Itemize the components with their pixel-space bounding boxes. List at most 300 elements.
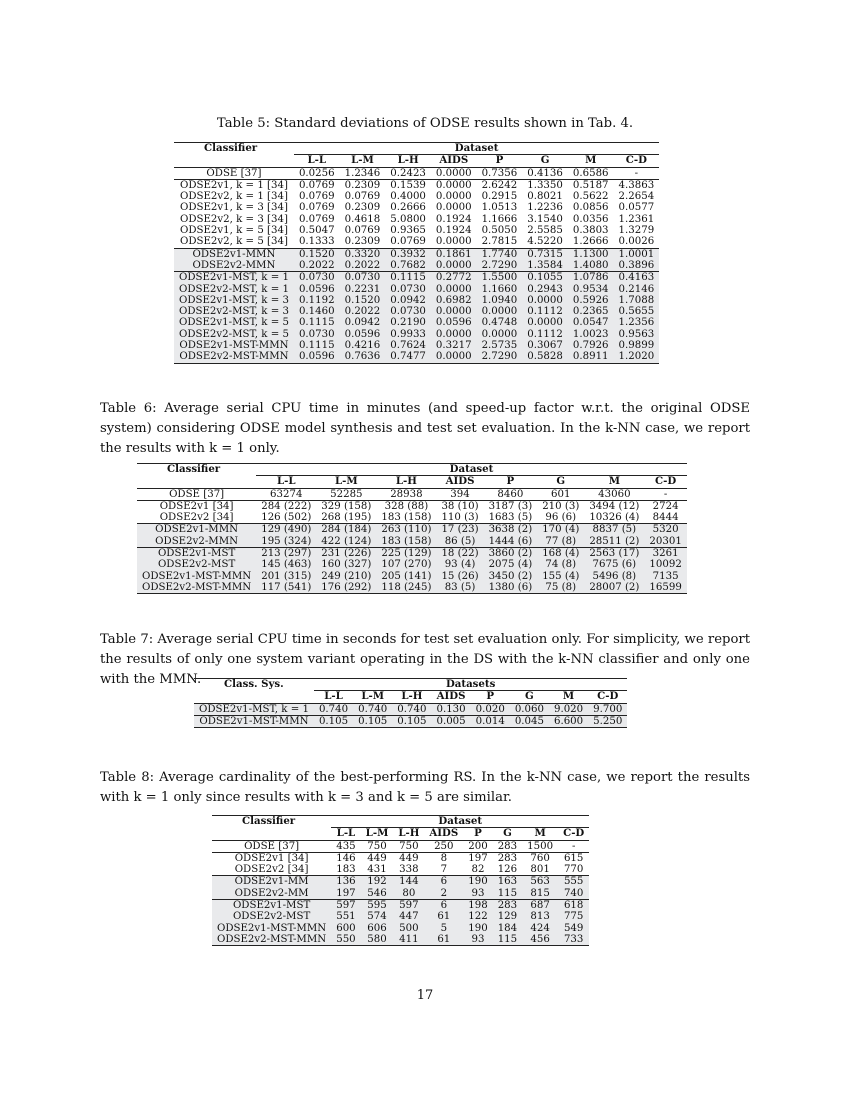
table6-cell: 28511 (2)	[584, 536, 644, 548]
table8-cell: 6	[424, 876, 463, 888]
table5-cell: 0.0000	[431, 167, 477, 179]
table8-cell: 580	[361, 934, 394, 946]
table5-cell: 1.2356	[614, 317, 660, 328]
table6-cell: 3261	[644, 548, 686, 560]
table8-cell: 283	[493, 852, 522, 864]
table5-cell: 0.5926	[568, 295, 614, 306]
table8-row-label: ODSE2v1-MM	[212, 876, 331, 888]
table5-cell: 1.7740	[477, 248, 523, 260]
table5-cell: 0.0730	[385, 284, 431, 295]
table8-row-label: ODSE2v2 [34]	[234, 864, 309, 876]
table5-cell: 2.5585	[527, 225, 563, 237]
table6-cell: 231 (226)	[316, 548, 376, 560]
table5-cell: 0.0730	[340, 272, 386, 284]
table8-column-header: C-D	[563, 827, 585, 840]
table5-cell: 0.9563	[614, 329, 660, 340]
table6-cell: 1683 (5)	[488, 512, 533, 524]
table6-cell: 8837 (5)	[584, 524, 644, 536]
table5-cell: 0.7477	[385, 351, 431, 363]
table6-cell: 329 (158)	[316, 500, 376, 512]
table5-row-label: ODSE2v1-MST-MMN	[174, 340, 294, 351]
table5-caption: Table 5: Standard deviations of ODSE results shown in Tab. 4.	[216, 116, 634, 131]
table7-column-header: AIDS	[436, 690, 466, 703]
table5-cell: 0.5050	[481, 225, 518, 237]
table6-row	[137, 524, 687, 536]
table5-row-label: ODSE2v2, k = 3 [34]	[180, 213, 288, 225]
table6-row-label: ODSE2v1-MMN	[137, 524, 256, 536]
table5-cell: 1.1300	[568, 248, 614, 260]
table5-cell: 2.2654	[618, 191, 655, 203]
table5-row	[174, 202, 659, 213]
table6-column-header: L-L	[276, 475, 296, 488]
table5-cell: 0.0596	[431, 317, 477, 328]
table6-column-header: C-D	[655, 475, 677, 488]
table8-column-header: P	[474, 827, 482, 840]
table8-cell: 563	[522, 876, 558, 888]
table5-cell: 0.0000	[522, 295, 568, 306]
table5-cell: 0.6586	[568, 167, 614, 179]
table7-column-header: L-M	[361, 690, 385, 703]
table5-row	[174, 317, 659, 328]
table6-cell: 225 (129)	[376, 548, 436, 560]
table5-cell: 0.2190	[385, 317, 431, 328]
table5-cell: 1.3350	[522, 179, 568, 191]
table5-classifier-header: Classifier	[174, 143, 294, 155]
table5-cell: 0.7624	[385, 340, 431, 351]
table6-cell: 213 (297)	[256, 548, 316, 560]
table6-cell: 126 (502)	[261, 512, 312, 524]
table8-column-header: L-H	[398, 827, 420, 840]
table5-cell: 0.2022	[340, 306, 386, 317]
table8-cell: 192	[361, 876, 394, 888]
table6-cell: 2075 (4)	[484, 559, 538, 570]
table7	[194, 678, 627, 728]
table7-cell: 0.020	[471, 703, 510, 715]
table8-cell: 61	[424, 934, 463, 946]
table5-cell: 0.0000	[431, 306, 477, 317]
table6-cell: 15 (26)	[436, 571, 483, 582]
table6-cell: 263 (110)	[376, 524, 436, 536]
table5-cell: 0.2022	[340, 260, 386, 272]
table5-column-header: L-M	[351, 154, 374, 167]
table5-cell: 0.0730	[385, 306, 431, 317]
table6-row-label: ODSE2v1-MST-MMN	[137, 571, 256, 582]
table5-row	[174, 248, 659, 260]
table5-cell: 0.0942	[340, 317, 386, 328]
table8-cell: 200	[463, 840, 492, 852]
table8-cell: 600	[331, 923, 360, 934]
table5-cell: 0.2423	[385, 167, 431, 179]
table5-cell: 2.6242	[477, 179, 523, 191]
table5-cell: 0.4136	[522, 167, 568, 179]
table8-column-header: AIDS	[429, 827, 459, 840]
table7-cell: 0.005	[431, 715, 470, 727]
table5-cell: 0.0547	[568, 317, 614, 328]
table8-column-header: L-L	[336, 827, 356, 840]
table5-row	[174, 260, 659, 272]
table8-cell: 546	[361, 888, 394, 900]
table5-cell: 0.4216	[340, 340, 386, 351]
table6-row	[137, 536, 687, 548]
table8-cell: 740	[558, 888, 589, 900]
table5-cell: 0.7926	[568, 340, 614, 351]
table6-cell: 17 (23)	[436, 524, 483, 536]
table6-cell: 16599	[644, 582, 686, 594]
table8-cell: 424	[522, 923, 558, 934]
table5-row	[174, 191, 659, 202]
table7-classifier-header: Class. Sys.	[194, 679, 314, 691]
table8-cell: 8	[424, 852, 463, 864]
table6-row-label: ODSE2v2-MMN	[137, 536, 256, 548]
table8-blank-cell	[212, 828, 331, 840]
table8-cell: 760	[522, 852, 558, 864]
table5-cell: 3.1540	[527, 213, 563, 225]
table5-cell: 0.0769	[298, 213, 335, 225]
table8-cell: 555	[558, 876, 589, 888]
table5-column-header: L-H	[397, 154, 419, 167]
table5-cell: 0.2022	[294, 260, 340, 272]
table6-cell: 201 (315)	[256, 571, 316, 582]
table6-cell: 28938	[376, 488, 436, 500]
table5-row-label: ODSE2v1, k = 1 [34]	[174, 179, 294, 191]
table6-cell: 83 (5)	[436, 582, 483, 594]
table6-row	[137, 571, 687, 582]
table5-row	[174, 351, 659, 363]
table6-cell: 86 (5)	[436, 536, 483, 548]
table8-cell: 618	[558, 900, 589, 912]
table5-row	[174, 236, 659, 248]
table5-cell: 2.7290	[477, 351, 523, 363]
table6-cell: 183 (158)	[376, 536, 436, 548]
table5-row-label: ODSE2v2, k = 5 [34]	[180, 236, 288, 248]
table5-row-label: ODSE2v1, k = 3 [34]	[180, 202, 288, 214]
table7-cell: 5.250	[588, 715, 627, 727]
table5-cell: 0.9933	[385, 329, 431, 340]
table5-column-header: AIDS	[439, 154, 469, 167]
table8-cell: 146	[331, 852, 360, 864]
table6-cell: 3860 (2)	[484, 548, 538, 560]
table5-row	[174, 225, 659, 236]
table5-cell: 0.0000	[431, 329, 477, 340]
table8-cell: 126	[497, 864, 518, 876]
table6-cell: 117 (541)	[256, 582, 316, 594]
table5-cell: 0.7315	[522, 248, 568, 260]
table7-cell: 0.740	[353, 703, 392, 715]
table6-row	[137, 488, 687, 500]
table6-cell: 170 (4)	[537, 524, 584, 536]
table8-row	[212, 852, 589, 864]
table8-cell: 815	[522, 888, 558, 900]
table6-cell: 7135	[644, 571, 686, 582]
table6-cell: 107 (270)	[376, 559, 436, 570]
table8-cell: 750	[361, 840, 394, 852]
table6-cell: 2724	[644, 500, 686, 512]
table6-cell: 10326 (4)	[589, 512, 640, 524]
table5-column-header: M	[585, 154, 597, 167]
table5-cell: 0.4748	[477, 317, 523, 328]
table5-cell: 0.9899	[614, 340, 660, 351]
table6-cell: 268 (195)	[321, 512, 372, 524]
table8-cell: 687	[522, 900, 558, 912]
table8-cell: 813	[522, 911, 558, 922]
table8-row-label: ODSE2v2-MST	[212, 911, 331, 922]
table8	[212, 815, 589, 946]
table5-cell: 0.0256	[294, 167, 340, 179]
table5-cell: 0.7636	[340, 351, 386, 363]
table8-cell: 595	[361, 900, 394, 912]
table6-cell: 8460	[484, 488, 538, 500]
table6-column-header: M	[608, 475, 620, 488]
table8-cell: 115	[493, 888, 522, 900]
table6-cell: 96 (6)	[545, 512, 577, 524]
table5-cell: 0.2231	[340, 284, 386, 295]
table5-cell: 0.1539	[385, 179, 431, 191]
table8-row-label: ODSE2v2-MM	[212, 888, 331, 900]
table5-cell: 0.0769	[390, 236, 426, 248]
table5-cell: 2.5735	[477, 340, 523, 351]
table6-cell: 3638 (2)	[484, 524, 538, 536]
table6-cell: 394	[436, 488, 483, 500]
table5-cell: 0.1192	[294, 295, 340, 306]
table5-row	[174, 214, 659, 225]
table5-cell: 0.1333	[298, 236, 335, 248]
table6-row-label: ODSE2v1 [34]	[137, 500, 256, 512]
table6-cell: 75 (8)	[537, 582, 584, 594]
table5-cell: 1.2236	[527, 202, 563, 214]
table6-cell: 183 (158)	[381, 512, 432, 524]
table6-cell: 328 (88)	[376, 500, 436, 512]
table8-cell: 574	[361, 911, 394, 922]
table5-cell: 0.0577	[618, 202, 655, 214]
table5-cell: -	[614, 167, 660, 179]
table5-cell: 1.3279	[618, 225, 655, 237]
table5-column-header: C-D	[625, 154, 647, 167]
table8-row-label: ODSE2v1 [34]	[212, 852, 331, 864]
table5-cell: 0.3932	[385, 248, 431, 260]
table8-cell: 80	[393, 888, 424, 900]
table8-cell: 801	[530, 864, 550, 876]
table5-row-label: ODSE2v1, k = 5 [34]	[180, 225, 288, 237]
table5-row-label: ODSE2v1-MST, k = 5	[174, 317, 294, 328]
table5-column-header: L-L	[307, 154, 327, 167]
table8-cell: 449	[361, 852, 394, 864]
table5-cell: 0.7682	[385, 260, 431, 272]
table8-cell: 136	[331, 876, 360, 888]
table5-cell: 4.3863	[614, 179, 660, 191]
table5-row-label: ODSE2v2-MST, k = 5	[174, 329, 294, 340]
table6-cell: 5496 (8)	[584, 571, 644, 582]
table6-cell: 63274	[256, 488, 316, 500]
table5-row-label: ODSE2v1-MST, k = 1	[174, 272, 294, 284]
table5-dataset-header: Dataset	[294, 143, 659, 155]
table5-row-label: ODSE2v2, k = 1 [34]	[180, 191, 288, 203]
table6-cell: 2563 (17)	[584, 548, 644, 560]
table7-column-header: L-L	[324, 690, 343, 703]
table5-cell: 0.2915	[481, 191, 518, 203]
table5-cell: 0.0596	[294, 284, 340, 295]
table7-column-header: M	[562, 690, 575, 703]
table5-cell: 0.1924	[435, 225, 472, 237]
table5-cell: 1.1660	[477, 284, 523, 295]
table7-cell: 6.600	[549, 715, 588, 727]
table5-cell: 0.0026	[618, 236, 655, 248]
table5-cell: 0.0000	[522, 317, 568, 328]
table8-classifier-header: Classifier	[212, 816, 331, 828]
table6-cell: 1380 (6)	[484, 582, 538, 594]
table6-column-header: L-M	[335, 475, 358, 488]
table5-cell: 0.0000	[477, 329, 523, 340]
table6-cell: 168 (4)	[537, 548, 584, 560]
table6-cell: 3494 (12)	[584, 500, 644, 512]
table5-cell: 0.0769	[344, 225, 381, 237]
table7-cell: 0.060	[510, 703, 549, 715]
table6-cell: 77 (8)	[537, 536, 584, 548]
table5-cell: 1.1666	[481, 213, 518, 225]
table8-cell: 61	[424, 911, 463, 922]
table6-column-header: L-H	[395, 475, 417, 488]
table6-cell: 129 (490)	[256, 524, 316, 536]
table8-cell: 615	[558, 852, 589, 864]
table8-cell: 198	[463, 900, 492, 912]
table7-caption: Table 7: Average serial CPU time in seconds for test set evaluation only. For simplicity, we report the results of only one system variant operating in the DS with the k-NN classifier and only one with the MMN.	[100, 632, 750, 687]
table5-cell: 0.1115	[385, 272, 431, 284]
page-number: 17	[416, 988, 434, 1003]
table5-cell: 0.0000	[431, 284, 477, 295]
table5-row	[174, 284, 659, 295]
table7-row-label: ODSE2v1-MST-MMN	[194, 715, 314, 727]
table8-row-label: ODSE2v2-MST-MMN	[212, 934, 331, 946]
table5-cell: 2.7290	[477, 260, 523, 272]
table8-cell: 190	[463, 876, 492, 888]
table5-cell: 0.1924	[435, 213, 472, 225]
table5-cell: 0.0000	[435, 236, 472, 248]
table7-row	[194, 703, 627, 715]
table5-cell: 0.0000	[477, 306, 523, 317]
table5-cell: 0.0769	[298, 202, 335, 214]
table5-column-header: G	[540, 154, 550, 167]
table5-cell: 0.6982	[431, 295, 477, 306]
table6-cell: 118 (245)	[376, 582, 436, 594]
table5-cell: 0.1115	[294, 340, 340, 351]
table6-cell: 1444 (6)	[484, 536, 538, 548]
table8-caption: Table 8: Average cardinality of the best-performing RS. In the k-NN case, we report the results with k = 1 only since results with k = 3 and k = 5 are similar.	[100, 770, 750, 805]
table5-cell: 0.8021	[527, 191, 563, 203]
table5	[174, 142, 659, 364]
table8-cell: 197	[463, 852, 492, 864]
table8-row	[212, 876, 589, 888]
table5-cell: 0.0730	[294, 272, 340, 284]
table5-row-label: ODSE2v2-MMN	[174, 260, 294, 272]
table7-blank-cell	[194, 691, 314, 703]
table5-row-label: ODSE2v1-MMN	[174, 248, 294, 260]
table6-cell: 5320	[644, 524, 686, 536]
table8-column-header: L-M	[365, 827, 389, 840]
table6-blank-cell	[137, 476, 256, 488]
table7-cell: 0.130	[431, 703, 470, 715]
table6-row-label: ODSE2v2-MST	[137, 559, 256, 570]
table6-cell: 249 (210)	[316, 571, 376, 582]
table5-cell: 0.9365	[390, 225, 426, 237]
table5-cell: 1.7088	[614, 295, 660, 306]
table6-cell: 110 (3)	[441, 512, 479, 524]
table8-cell: 456	[522, 934, 558, 946]
table8-cell: 144	[393, 876, 424, 888]
table5-cell: 1.2361	[618, 213, 655, 225]
table8-row	[212, 888, 589, 900]
table6-cell: 601	[537, 488, 584, 500]
table5-cell: 0.0769	[298, 191, 335, 203]
table5-cell: 0.2666	[390, 202, 426, 214]
table5-cell: 0.2309	[344, 202, 381, 214]
table5-cell: 0.0856	[572, 202, 609, 214]
table7-cell: 0.105	[353, 715, 392, 727]
table8-cell: 500	[393, 923, 424, 934]
table5-cell: 0.5047	[298, 225, 335, 237]
table6-cell: -	[644, 488, 686, 500]
table8-row	[212, 900, 589, 912]
table6-cell: 284 (222)	[256, 500, 316, 512]
table6-cell: 145 (463)	[256, 559, 316, 570]
table6-cell: 28007 (2)	[584, 582, 644, 594]
table8-row	[212, 840, 589, 852]
table6-column-header: AIDS	[445, 475, 475, 488]
table8-cell: 431	[367, 864, 387, 876]
table8-cell: 183	[336, 864, 356, 876]
table5-cell: 0.0769	[294, 179, 340, 191]
table8-cell: 447	[393, 911, 424, 922]
table6-cell: 284 (184)	[316, 524, 376, 536]
table6-cell: 20301	[644, 536, 686, 548]
table6-classifier-header: Classifier	[137, 464, 256, 476]
table5-cell: 1.2346	[340, 167, 386, 179]
table7-cell: 0.105	[392, 715, 431, 727]
table8-cell: 122	[463, 911, 492, 922]
table8-cell: 449	[393, 852, 424, 864]
table5-cell: 0.3067	[522, 340, 568, 351]
table5-cell: 0.3803	[572, 225, 609, 237]
table7-row	[194, 715, 627, 727]
table6-cell: 8444	[652, 512, 679, 524]
table8-row	[212, 911, 589, 922]
table5-cell: 0.0000	[431, 260, 477, 272]
table7-cell: 0.014	[471, 715, 510, 727]
table8-cell: 606	[361, 923, 394, 934]
table5-cell: 0.5187	[568, 179, 614, 191]
table5-cell: 0.2943	[522, 284, 568, 295]
table5-cell: 1.0001	[614, 248, 660, 260]
table8-column-header: M	[534, 827, 546, 840]
table5-cell: 0.1112	[522, 306, 568, 317]
table6-cell: 3450 (2)	[484, 571, 538, 582]
table8-dataset-header: Dataset	[331, 816, 589, 828]
table5-cell: 0.3217	[431, 340, 477, 351]
table5-cell: 1.5500	[477, 272, 523, 284]
table8-row-label: ODSE2v1-MST	[212, 900, 331, 912]
table5-row	[174, 272, 659, 284]
table8-cell: 184	[493, 923, 522, 934]
table6-cell: 7675 (6)	[584, 559, 644, 570]
table8-cell: 5	[424, 923, 463, 934]
table6-row	[137, 559, 687, 570]
table8-cell: 93	[463, 888, 492, 900]
table6-row-label: ODSE [37]	[137, 488, 256, 500]
table5-cell: 0.2309	[340, 179, 386, 191]
table8-cell: 435	[331, 840, 360, 852]
table7-column-header: C-D	[597, 690, 619, 703]
table5-cell: 1.2666	[572, 236, 609, 248]
table5-cell: 0.1861	[431, 248, 477, 260]
table8-row	[212, 923, 589, 934]
